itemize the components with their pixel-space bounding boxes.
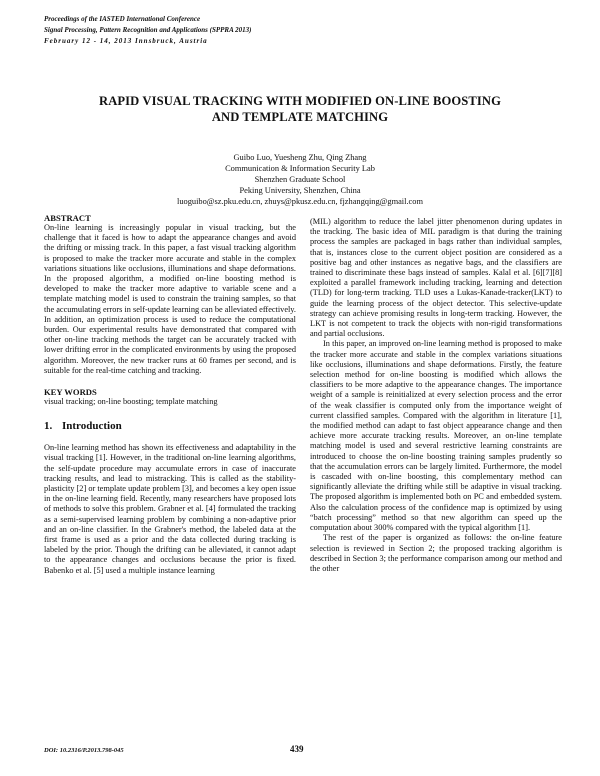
author-school: Shenzhen Graduate School (254, 175, 346, 184)
doi: DOI: 10.2316/P.2013.798-045 (44, 747, 124, 754)
intro-paragraph-4: The rest of the paper is organized as follows: the on-line feature selection is reviewed in Section 2; the proposed tracking algorithm is described in Section 3; the performance comparison among our method and the other (310, 533, 562, 573)
header-line-2: Signal Processing, Pattern Recognition and Applications (SPPRA 2013) (44, 26, 252, 34)
left-column (44, 213, 296, 576)
keywords-text: visual tracking; on-line boosting; template matching (44, 397, 218, 407)
author-names: Guibo Luo, Yuesheng Zhu, Qing Zhang (233, 153, 367, 162)
author-emails: luoguibo@sz.pku.edu.cn, zhuys@pkusz.edu.cn, fjzhangqing@gmail.com (177, 197, 423, 206)
header-line-1: Proceedings of the IASTED International Conference (44, 15, 201, 23)
title-line-1: RAPID VISUAL TRACKING WITH MODIFIED ON-LINE BOOSTING (99, 94, 501, 108)
paper-title (40, 93, 560, 125)
keywords-heading: KEY WORDS (44, 387, 97, 398)
header-line-3: February 12 - 14, 2013 Innsbruck, Austria (44, 37, 208, 45)
page-number: 439 (290, 744, 304, 754)
author-block (40, 152, 560, 207)
intro-paragraph-1: On-line learning method has shown its effectiveness and adaptability in the visual tracking [1]. However, in the traditional on-line learning algorithms, the self-update procedure may accumulate errors in case of inaccurate tracking results, and lead to mistracking. This is called as the stability-plasticity [2] or template update problem [3], and becomes a key open issue in the on-line learning field. Recently, many researchers have proposed lots of methods to solve this problem. Grabner et al. [4] formulated the tracking as a semi-supervised learning problem by combining a non-adaptive prior and an on-line classifier. In the Grabner's method, the labeled data at the first frame is used as a prior and the data collected during tracking is labeled by the prior. Though the drifting can be alleviated, it cannot adapt to the appearance changes and occlusions because the prior is fixed. Babenko et al. [5] used a multiple instance learning (44, 443, 296, 575)
conference-header (44, 14, 251, 47)
title-line-2: AND TEMPLATE MATCHING (211, 110, 389, 124)
right-column (310, 217, 562, 574)
section-1-heading (44, 420, 296, 433)
abstract-text: On-line learning is increasingly popular in visual tracking, but the challenge that it faced is how to adapt the appearance changes and avoid the drifting or missing track. In this paper, a fast visual tracking algorithm is proposed to make the tracker more accurate and stable in the complex variations situations like occlusions, illuminations and shape deformations. In the proposed algorithm, a modified on-line boosting method is developed to make the tracker more adaptive to variable scene and a template matching model is used to constrain the training samples, so that the accumulating errors in self-update learning can be alleviated effectively. In addition, an optimization process is used to reduce the computational burden. Our experimental results have demonstrated that compared with other on-line tracking methods the target can be accurately tracked with lower drifting error in the complicated environments by using the proposed algorithm. Moreover, the new tracker runs at 60 frames per second, and is suitable for the real-time catching and tracking. (44, 223, 296, 375)
section-number: 1. (44, 420, 53, 433)
author-university: Peking University, Shenzhen, China (239, 186, 361, 195)
author-lab: Communication & Information Security Lab (225, 164, 375, 173)
section-title: Introduction (62, 420, 122, 433)
abstract-heading: ABSTRACT (44, 213, 91, 223)
intro-paragraph-2: (MIL) algorithm to reduce the label jitter phenomenon during updates in the tracking. The basic idea of MIL paradigm is that during the training process the samples are packaged in bags rather than individual samples, that is, instances close to the current object position are considered as a positive bag and other instances as negative bags, and the classifiers are trained to discriminate these bags instead of samples. Kalal et al. [6][7][8] exploited a parallel framework including tracking, learning and detection (TLD) for long-term tracking. TLD uses a Lukas-Kanade-tracker(LKT) to guide the learning process of the object detector. This selective-update strategy can achieve promising results in long-term tracking. However, the LKT is not competent to track the objects with non-rigid transformations and partial occlusions. (310, 217, 562, 339)
intro-paragraph-3: In this paper, an improved on-line learning method is proposed to make the tracker more accurate and stable in the complex variations situations like occlusions, illuminations and shape deformations. Firstly, the feature selection method for on-line boosting is modified which allows the classifiers to be more adaptive to the appearance changes. The importance weight of a sample is reinitialized at every selection process and the error of the weak classifier is computed only from the importance weight of current classified samples. Compared with the algorithm in literature [1], the modified method can adapt to fast object appearance change and then achieve more accurate tracking results. Moreover, an on-line template matching model is used and several restrictive learning constraints are introduced to choose the on-line boosting training samples prudently so that the accumulation errors can be largely limited. Furthermore, the model is cascaded with on-line boosting, this complementary method can significantly alleviate the drifting while still be adaptive in visual tracking. The proposed algorithm is implemented both on PC and embedded system. Also the calculation process of the confidence map is optimized by using “batch processing” method so that new algorithm can speed up the computation about 300% compared with the typical algorithm [1]. (310, 339, 562, 533)
